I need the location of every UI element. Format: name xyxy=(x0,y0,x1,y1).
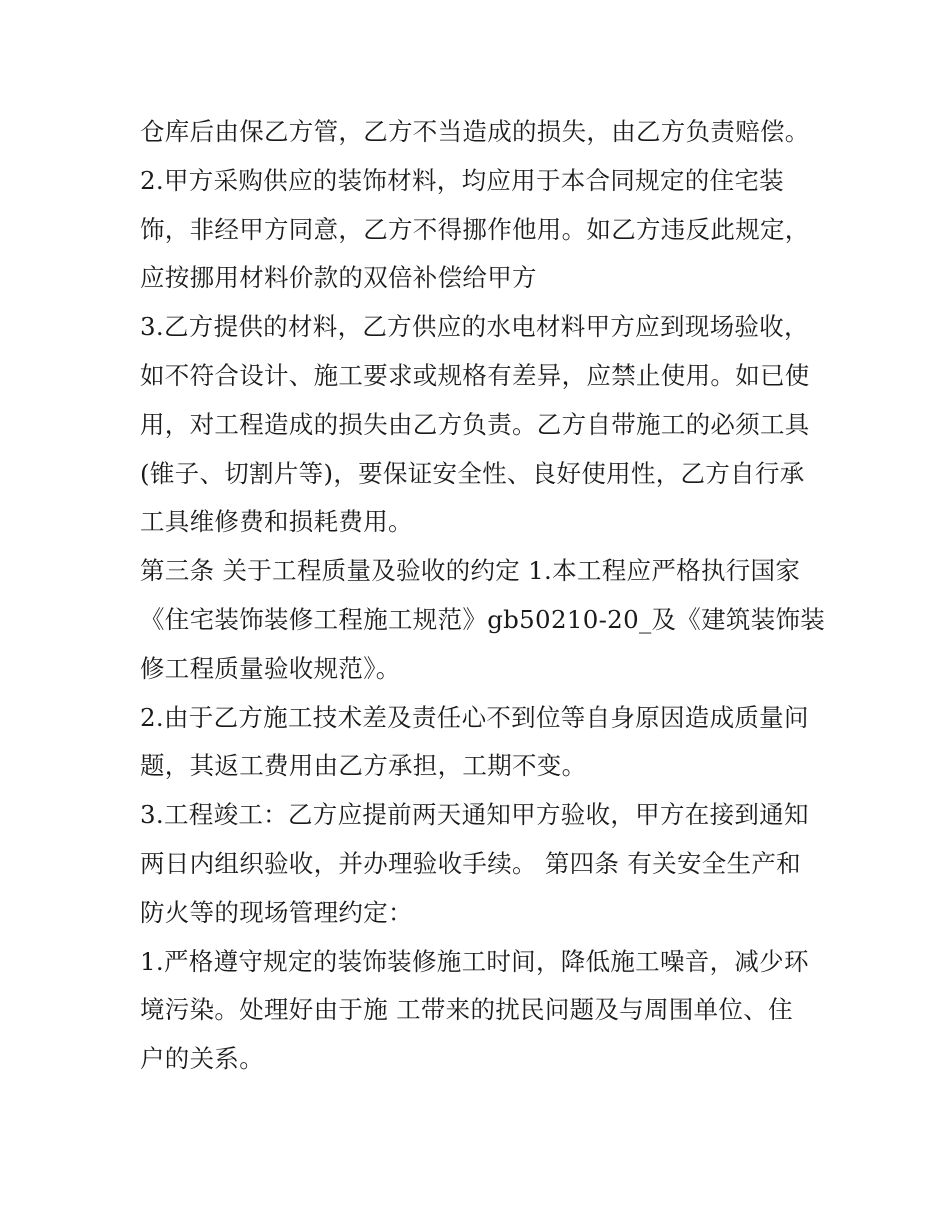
text-line: 题，其返工费用由乙方承担，工期不变。 xyxy=(140,751,587,781)
text-line: 饰，非经甲方同意，乙方不得挪作他用。如乙方违反此规定， xyxy=(140,214,810,244)
text-line: 工具维修费和损耗费用。 xyxy=(140,507,413,537)
text-line: 3.工程竣工：乙方应提前两天通知甲方验收，甲方在接到通知 xyxy=(140,800,809,830)
text-line: (锥子、切割片等)，要保证安全性、良好使用性，乙方自行承 xyxy=(140,458,805,488)
text-line: 户的关系。 xyxy=(140,1044,264,1074)
text-line: 境污染。处理好由于施 工带来的扰民问题及与周围单位、住 xyxy=(140,995,793,1025)
text-line: 第三条 关于工程质量及验收的约定 1.本工程应严格执行国家 xyxy=(140,556,801,586)
text-line: 《住宅装饰装修工程施工规范》gb50210-20_及《建筑装饰装 xyxy=(140,604,826,634)
text-line: 两日内组织验收，并办理验收手续。 第四条 有关安全生产和 xyxy=(140,848,801,878)
text-line: 修工程质量验收规范》。 xyxy=(140,653,401,683)
text-line: 如不符合设计、施工要求或规格有差异，应禁止使用。如已使 xyxy=(140,360,810,390)
text-line: 2.由于乙方施工技术差及责任心不到位等自身原因造成质量问 xyxy=(140,702,809,732)
text-line: 3.乙方提供的材料，乙方供应的水电材料甲方应到现场验收， xyxy=(140,312,809,342)
text-line: 2.甲方采购供应的装饰材料，均应用于本合同规定的住宅装 xyxy=(140,165,784,195)
text-line: 用，对工程造成的损失由乙方负责。乙方自带施工的必须工具 xyxy=(140,409,810,439)
contract-text-body xyxy=(140,108,826,1084)
text-line: 仓库后由保乙方管，乙方不当造成的损失，由乙方负责赔偿。 xyxy=(140,117,810,146)
text-line: 应按挪用材料价款的双倍补偿给甲方 xyxy=(140,263,537,293)
text-line: 1.严格遵守规定的装饰装修施工时间，降低施工噪音，减少环 xyxy=(140,946,809,976)
text-line: 防火等的现场管理约定： xyxy=(140,897,413,927)
